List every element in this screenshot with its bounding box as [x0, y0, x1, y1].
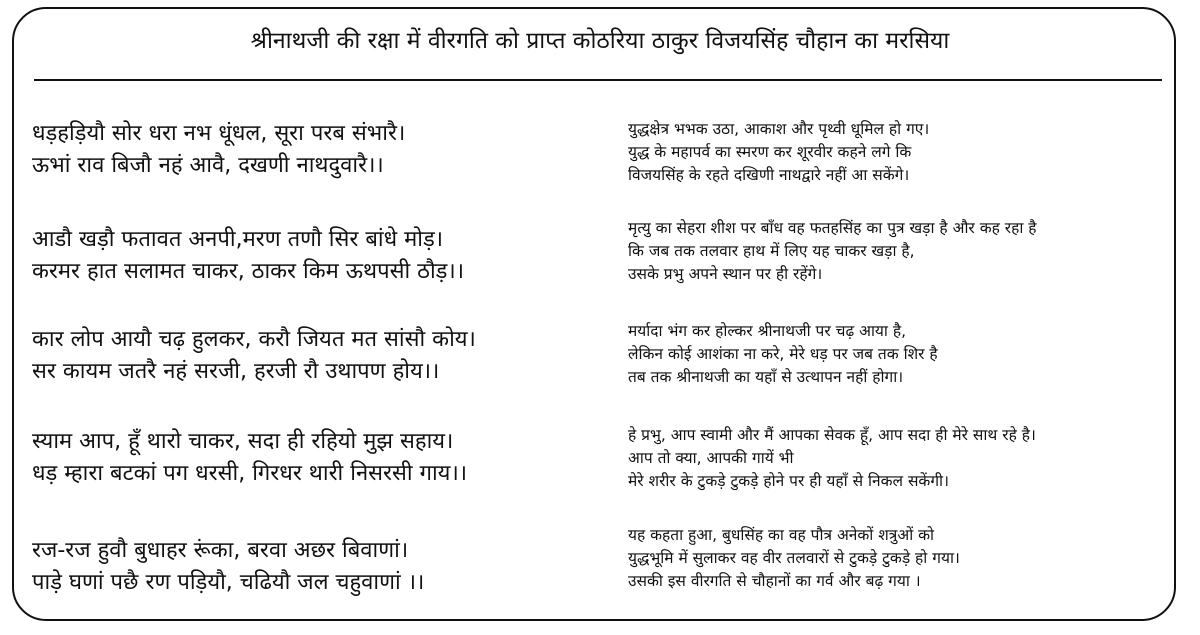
verse-block-2 [32, 224, 612, 288]
title-divider [34, 79, 1162, 81]
meaning-line: उसके प्रभु अपने स्थान पर ही रहेंगे। [628, 265, 823, 283]
meaning-block-1 [628, 118, 1173, 187]
page-title: श्रीनाथजी की रक्षा में वीरगति को प्राप्त कोठरिया ठाकुर विजयसिंह चौहान का मरसिया [250, 28, 950, 54]
verse-line: कार लोप आयौ चढ़ हुलकर, करौ जियत मत सांसौ कोय। [32, 327, 476, 352]
verse-line: पाड़े घणां पछै रण पड़ियौ, चढियौ जल चहुवाणां ।। [32, 570, 425, 595]
meaning-line: मेरे शरीर के टुकड़े टुकड़े होने पर ही यहाँ से निकल सकेंगी। [628, 472, 949, 490]
meaning-line: लेकिन कोई आशंका ना करे, मेरे धड़ पर जब तक शिर है [628, 345, 938, 363]
meaning-block-3 [628, 320, 1173, 389]
verse-block-1 [32, 118, 612, 182]
verse-line: सर कायम जतरै नहं सरजी, हरजी रौ उथापण होय।। [32, 359, 440, 384]
verse-line: आडौ खड़ौ फतावत अनपी,मरण तणौ सिर बांधे मोड़। [32, 227, 444, 252]
verse-line: ऊभां राव बिजौ नहं आवै, दखणी नाथदुवारै।। [32, 153, 384, 178]
verse-block-5 [32, 535, 612, 599]
meaning-block-4 [628, 424, 1173, 493]
meaning-line: विजयसिंह के रहते दखिणी नाथद्वारे नहीं आ सकेंगे। [628, 166, 910, 184]
meaning-line: आप तो क्या, आपकी गायें भी [628, 449, 794, 467]
meaning-block-5 [628, 524, 1173, 593]
verse-line: धड़ म्हारा बटकां पग धरसी, गिरधर थारी निसरसी गाय।। [32, 461, 468, 486]
meaning-line: हे प्रभु, आप स्वामी और मैं आपका सेवक हूँ, आप सदा ही मेरे साथ रहे है। [628, 426, 1036, 444]
verse-line: धड़हड़ियौ सोर धरा नभ धूंधल, सूरा परब संभारै। [32, 121, 406, 146]
meaning-line: मर्यादा भंग कर होल्कर श्रीनाथजी पर चढ़ आया है, [628, 322, 907, 340]
verse-line: स्याम आप, हूँ थारो चाकर, सदा ही रहियो मुझ सहाय। [32, 429, 454, 454]
meaning-block-2 [628, 217, 1173, 286]
meaning-line: युद्धक्षेत्र भभक उठा, आकाश और पृथ्वी धूमिल हो गए। [628, 120, 930, 138]
meaning-line: मृत्यु का सेहरा शीश पर बाँध वह फतहसिंह का पुत्र खड़ा है और कह रहा है [628, 219, 1037, 237]
meaning-line: कि जब तक तलवार हाथ में लिए यह चाकर खड़ा है, [628, 242, 915, 260]
meaning-line: युद्धभूमि में सुलाकर वह वीर तलवारों से टुकड़े टुकड़े हो गया। [628, 549, 960, 567]
meaning-line: उसकी इस वीरगति से चौहानों का गर्व और बढ़ गया । [628, 572, 921, 590]
meaning-line: युद्ध के महापर्व का स्मरण कर शूरवीर कहने लगे कि [628, 143, 912, 161]
verse-line: करमर हात सलामत चाकर, ठाकर किम ऊथपसी ठौड़।। [32, 259, 465, 284]
verse-block-4 [32, 426, 612, 490]
verse-block-3 [32, 324, 612, 388]
verse-line: रज-रज हुवौ बुधाहर रूंका, बरवा अछर बिवाणां। [32, 538, 409, 563]
meaning-line: यह कहता हुआ, बुधसिंह का वह पौत्र अनेकों शत्रुओं को [628, 526, 935, 544]
meaning-line: तब तक श्रीनाथजी का यहाँ से उत्थापन नहीं होगा। [628, 368, 904, 386]
